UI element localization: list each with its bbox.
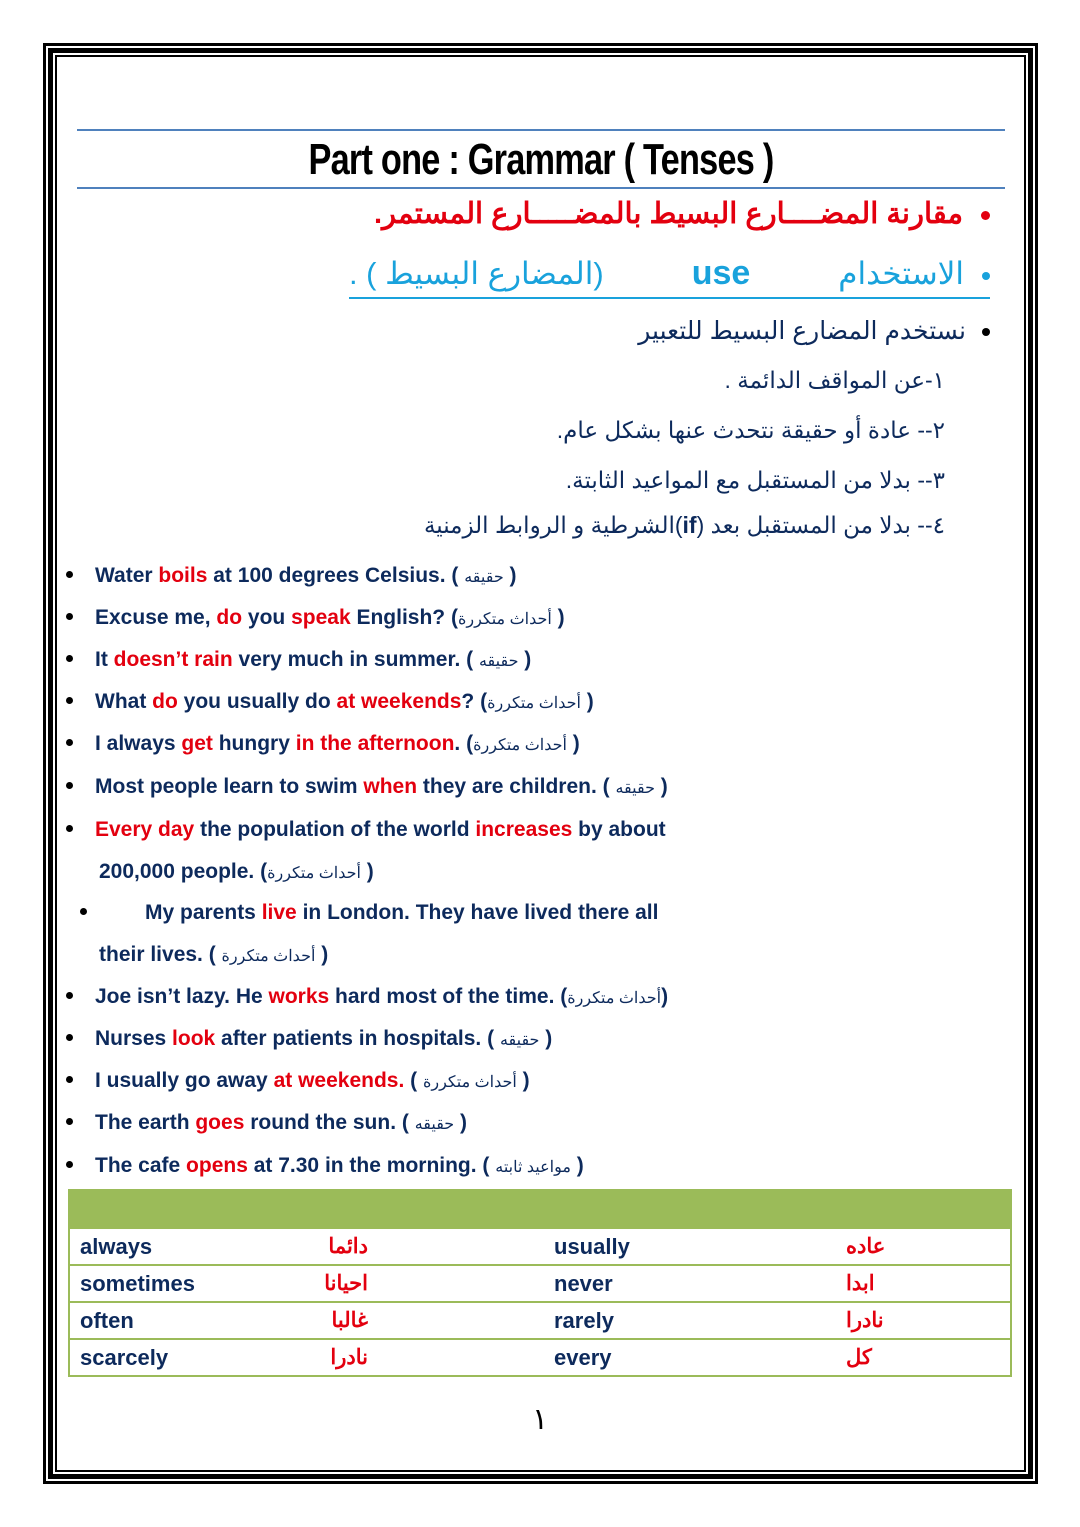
example-text: Water	[95, 564, 159, 587]
highlighted-verb: do	[152, 690, 178, 713]
table-row	[69, 1265, 1011, 1302]
usage-note: حقيقه	[499, 1032, 540, 1049]
highlighted-verb: goes	[195, 1111, 245, 1134]
example-text: I usually go away	[95, 1069, 274, 1092]
bullet-icon	[80, 908, 87, 915]
table-header-cell	[384, 1190, 834, 1228]
example-item	[66, 1151, 584, 1183]
page-title: Part one : Grammar ( Tenses )	[308, 135, 774, 184]
bullet-icon	[982, 272, 990, 280]
example-item	[66, 1066, 530, 1098]
example-text: )	[551, 606, 565, 629]
bullet-icon	[982, 328, 990, 336]
example-text: Most people learn to swim	[95, 775, 364, 798]
example-text: English? (	[350, 606, 458, 629]
example-text: you	[242, 606, 292, 629]
usage-note: أحداث متكررة	[422, 1074, 517, 1091]
comparison-heading-text: مقارنة المضــــارع البسيط بالمضـــــارع المستمر.	[373, 198, 963, 230]
intro-text: نستخدم المضارع البسيط للتعبير	[638, 317, 966, 345]
use-heading-arabic: الاستخدام	[838, 256, 964, 291]
table-header-cell	[834, 1190, 1011, 1228]
highlighted-verb: boils	[158, 564, 208, 587]
bullet-icon	[66, 571, 73, 578]
adverb-arabic: احيانا	[290, 1265, 384, 1302]
example-text: by about	[572, 818, 666, 841]
bullet-icon	[981, 211, 990, 220]
usage-note: أحداث متكررة	[457, 611, 552, 628]
example-item	[66, 561, 517, 593]
example-text: )	[566, 732, 580, 755]
example-text: I always	[95, 732, 182, 755]
bullet-icon	[66, 613, 73, 620]
adverb-english: often	[69, 1302, 290, 1339]
bullet-icon	[66, 1118, 73, 1125]
adverbs-table	[68, 1189, 1012, 1377]
title-rule-top	[77, 129, 1005, 131]
bullet-icon	[66, 782, 73, 789]
adverb-arabic: عاده	[834, 1228, 1011, 1265]
adverb-english: sometimes	[69, 1265, 290, 1302]
example-text: (	[404, 1069, 423, 1092]
adverb-arabic: نادرا	[834, 1302, 1011, 1339]
table-row	[69, 1339, 1011, 1376]
bullet-icon	[66, 1034, 73, 1041]
example-text: very much in summer. (	[232, 648, 479, 671]
highlighted-verb: do	[216, 606, 243, 629]
example-text: in London. They have lived there all	[296, 901, 659, 924]
use-item	[424, 507, 945, 543]
example-text: round the sun. (	[244, 1111, 415, 1134]
example-text: It	[95, 648, 114, 671]
example-text: you usually do	[177, 690, 337, 713]
example-text: )	[454, 1111, 468, 1134]
example-text: at 100 degrees Celsius. (	[207, 564, 465, 587]
table-row	[69, 1302, 1011, 1339]
example-text: Excuse me,	[95, 606, 217, 629]
example-item	[66, 687, 594, 719]
highlighted-verb: works	[268, 985, 330, 1008]
example-text: the population of the world	[194, 818, 476, 841]
use-heading	[349, 250, 990, 299]
usage-note: أحداث متكررة	[221, 948, 316, 965]
example-text: )	[503, 564, 517, 587]
table-row	[69, 1228, 1011, 1265]
example-item	[66, 603, 565, 635]
highlighted-verb: get	[181, 732, 213, 755]
use-item: ٢-- عادة أو حقيقة نتحدث عنها بشكل عام.	[556, 417, 945, 443]
highlighted-verb: opens	[186, 1154, 248, 1177]
highlighted-verb: look	[172, 1027, 216, 1050]
page-number: ١	[531, 1403, 549, 1436]
use-item-keyword: if	[682, 512, 697, 538]
example-text: My parents	[145, 901, 262, 924]
example-item	[66, 1108, 467, 1140]
example-item	[66, 645, 531, 677]
bullet-icon	[66, 825, 73, 832]
example-text: . (	[248, 860, 268, 883]
highlighted-verb: speak	[291, 606, 351, 629]
example-text: hungry	[212, 732, 296, 755]
adverb-english: always	[69, 1228, 290, 1265]
example-text: )	[539, 1027, 553, 1050]
usage-note: حقيقه	[464, 569, 504, 586]
example-text: )	[315, 943, 329, 966]
intro-line	[638, 312, 990, 350]
bullet-icon	[66, 739, 73, 746]
example-item-continuation	[66, 940, 328, 972]
example-item-continuation	[66, 857, 374, 889]
example-text: after patients in hospitals. (	[215, 1027, 500, 1050]
example-text: The earth	[95, 1111, 196, 1134]
adverb-english: scarcely	[69, 1339, 290, 1376]
bullet-icon	[66, 1076, 73, 1083]
example-text: )	[654, 775, 668, 798]
highlighted-verb: live	[261, 901, 297, 924]
adverb-arabic: نادرا	[290, 1339, 384, 1376]
bullet-icon	[66, 1161, 73, 1168]
example-item	[66, 815, 666, 845]
highlighted-verb: increases	[475, 818, 573, 841]
use-heading-tense: (المضارع البسيط ) .	[348, 256, 604, 291]
usage-note: حقيقه	[615, 780, 655, 797]
highlighted-verb: Every day	[95, 818, 195, 841]
bullet-icon	[66, 697, 73, 704]
example-text: . (	[454, 732, 474, 755]
use-item: ١-عن المواقف الدائمة .	[724, 367, 945, 393]
use-item-text: )الشرطية و الروابط الزمنية	[423, 512, 683, 538]
usage-note: أحداث متكررة	[487, 695, 581, 712]
example-text: )	[516, 1069, 530, 1092]
example-text: )	[661, 985, 669, 1008]
adverb-english: rarely	[384, 1302, 834, 1339]
adverb-arabic: غالبا	[290, 1302, 384, 1339]
bullet-icon	[66, 655, 73, 662]
example-item	[66, 982, 668, 1014]
adverb-english: usually	[384, 1228, 834, 1265]
usage-note: أحداث متكررة	[267, 865, 361, 882]
comparison-heading	[374, 192, 990, 236]
title-rule-bottom	[77, 187, 1005, 189]
example-text: at 7.30 in the morning. (	[247, 1154, 496, 1177]
example-text: )	[360, 860, 374, 883]
use-item-text: ٤-- بدلا من المستقبل بعد (	[696, 512, 945, 538]
highlighted-verb: at weekends	[336, 690, 462, 713]
example-text: they are children. (	[417, 775, 616, 798]
adverb-arabic: دائما	[290, 1228, 384, 1265]
table-header-row	[69, 1190, 1011, 1228]
example-text: What	[95, 690, 153, 713]
adverb-english: every	[384, 1339, 834, 1376]
example-text: )	[580, 690, 594, 713]
example-text: Joe isn’t lazy. He	[95, 985, 269, 1008]
example-item	[66, 772, 668, 804]
usage-note: حقيقه	[478, 653, 519, 670]
example-item	[66, 1024, 552, 1056]
example-text: hard most of the time. (	[329, 985, 568, 1008]
highlighted-verb: at weekends.	[273, 1069, 405, 1092]
highlighted-verb: in the afternoon	[295, 732, 455, 755]
example-text: )	[518, 648, 532, 671]
highlighted-verb: when	[363, 775, 418, 798]
example-text: 200,000 people	[99, 860, 249, 883]
usage-note: حقيقه	[414, 1116, 455, 1133]
example-text: The cafe	[95, 1154, 187, 1177]
use-heading-english: use	[691, 254, 751, 292]
example-text: their lives. (	[99, 943, 222, 966]
table-header-cell	[69, 1190, 384, 1228]
example-text: Nurses	[95, 1027, 173, 1050]
adverb-english: never	[384, 1265, 834, 1302]
adverb-arabic: كل	[834, 1339, 1011, 1376]
example-text: )	[570, 1154, 584, 1177]
bullet-icon	[66, 992, 73, 999]
usage-note: أحداث متكررة	[473, 737, 567, 754]
usage-note: أحداث متكررة	[567, 990, 662, 1007]
example-item	[66, 729, 580, 761]
use-item: ٣-- بدلا من المستقبل مع المواعيد الثابتة.	[565, 467, 945, 493]
adverb-arabic: ابدا	[834, 1265, 1011, 1302]
usage-note: مواعيد ثابته	[495, 1159, 571, 1176]
example-item	[66, 898, 658, 928]
highlighted-verb: doesn’t rain	[113, 648, 233, 671]
example-text: ? (	[461, 690, 488, 713]
